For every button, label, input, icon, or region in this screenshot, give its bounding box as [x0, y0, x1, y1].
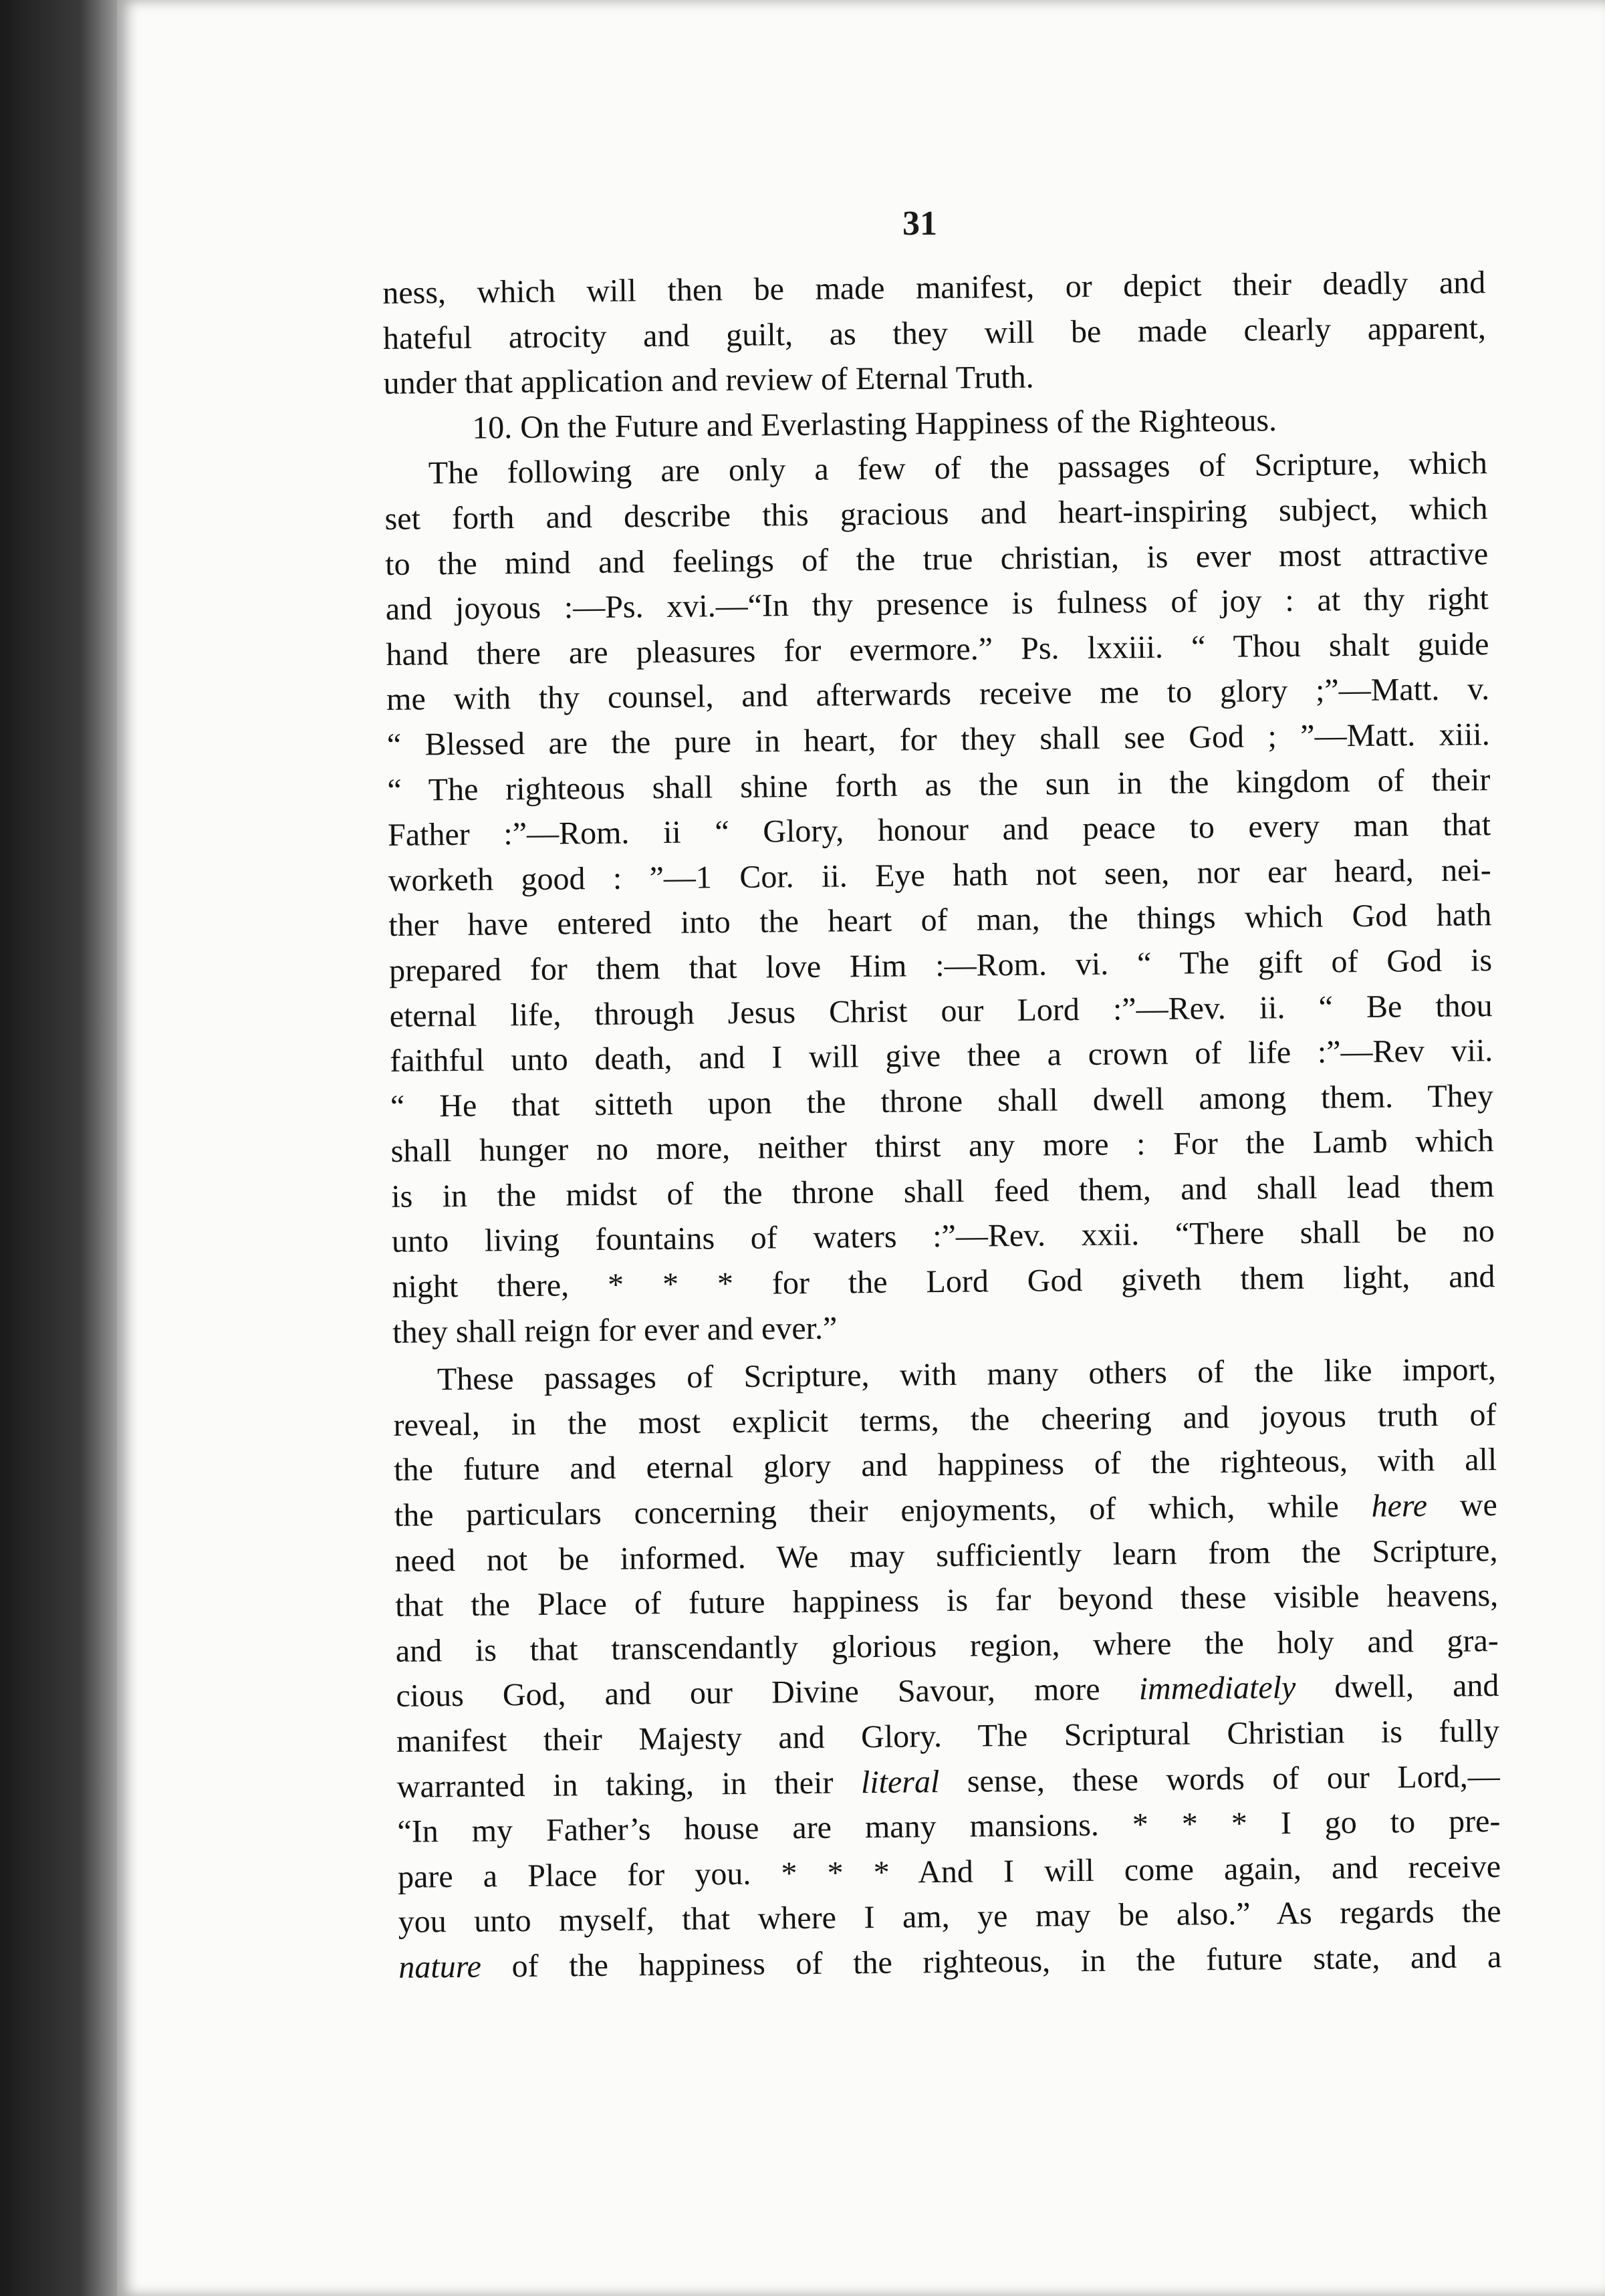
- body-text: [382, 260, 1502, 1990]
- text-line: worketh good : ”—1 Cor. ii. Eye hath not seen, nor ear heard, nei-: [388, 852, 1491, 898]
- text-line: cious God, and our Divine Savour, more immediately dwell, and: [396, 1668, 1499, 1714]
- book-page: [117, 0, 1605, 2296]
- text-line: “ The righteous shall shine forth as the sun in the kingdom of their: [387, 761, 1491, 808]
- text-line: The following are only a few of the passages of Scripture, which: [428, 445, 1488, 491]
- page-number: 31: [902, 205, 937, 243]
- text-line: “ He that sitteth upon the throne shall dwell among them. They: [390, 1077, 1494, 1124]
- heading-line: 10. On the Future and Everlasting Happiness of the Righteous.: [472, 402, 1277, 446]
- text-line: pare a Place for you. * * * And I will come again, and receive: [397, 1848, 1501, 1895]
- text-line: ness, which will then be made manifest, or depict their deadly and: [382, 265, 1486, 311]
- text-line: faithful unto death, and I will give thee a crown of life :”—Rev vii.: [390, 1033, 1493, 1079]
- text-line: that the Place of future happiness is far beyond these visible heavens,: [394, 1577, 1499, 1624]
- text-line: unto living fountains of waters :”—Rev. xxii. “There shall be no: [391, 1213, 1495, 1260]
- text-line: “In my Father’s house are many mansions. * * * I go to pre-: [397, 1803, 1501, 1850]
- text-line: manifest their Majesty and Glory. The Scriptural Christian is fully: [396, 1713, 1500, 1759]
- text-line: set forth and describe this gracious and heart-inspiring subject, which: [384, 491, 1488, 537]
- text-line: under that application and review of Eternal Truth.: [383, 359, 1034, 402]
- text-line: me with thy counsel, and afterwards receive me to glory ;”—Matt. v.: [386, 671, 1490, 718]
- text-line: prepared for them that love Him :—Rom. vi. “ The gift of God is: [388, 942, 1493, 989]
- text-line: hateful atrocity and guilt, as they will be made clearly apparent,: [382, 309, 1487, 356]
- text-line: and joyous :—Ps. xvi.—“In thy presence is fulness of joy : at thy right: [385, 581, 1489, 628]
- text-line: they shall reign for ever and ever.”: [392, 1310, 838, 1350]
- text-line: Father :”—Rom. ii “ Glory, honour and peace to every man that: [387, 807, 1491, 854]
- paragraph-scripture-passages: [384, 441, 1496, 1356]
- text-line: eternal life, through Jesus Christ our Lord :”—Rev. ii. “ Be thou: [389, 987, 1493, 1034]
- scan-border: [0, 0, 117, 2296]
- text-line: to the mind and feelings of the true christian, is ever most attractive: [384, 535, 1489, 582]
- text-line: nature of the happiness of the righteous, in the future state, and a: [398, 1939, 1502, 1985]
- text-line: and is that transcendantly glorious region, where the holy and gra-: [395, 1622, 1499, 1669]
- text-line: the particulars concerning their enjoyments, of which, while here we: [394, 1487, 1498, 1533]
- text-line: hand there are pleasures for evermore.” Ps. lxxiii. “ Thou shalt guide: [386, 626, 1489, 672]
- text-line: warranted in taking, in their literal sense, these words of our Lord,—: [396, 1758, 1500, 1805]
- text-line: you unto myself, that where I am, ye may be also.” As regards the: [398, 1894, 1501, 1940]
- paragraph-future-glory: [393, 1347, 1502, 1990]
- text-line: is in the midst of the throne shall feed them, and shall lead them: [391, 1168, 1495, 1215]
- text-line: shall hunger no more, neither thirst any more : For the Lamb which: [390, 1123, 1494, 1170]
- text-line: reveal, in the most explicit terms, the cheering and joyous truth of: [393, 1396, 1497, 1443]
- text-line: night there, * * * for the Lord God giveth them light, and: [392, 1259, 1495, 1305]
- text-line: “ Blessed are the pure in heart, for they shall see God ; ”—Matt. xiii.: [386, 717, 1490, 763]
- text-line: These passages of Scripture, with many others of the like import,: [437, 1352, 1497, 1398]
- text-line: ther have entered into the heart of man, the things which God hath: [388, 897, 1492, 944]
- text-line: need not be informed. We may sufficiently learn from the Scripture,: [394, 1532, 1498, 1579]
- paragraph-continued: [382, 260, 1487, 406]
- text-line: the future and eternal glory and happiness of the righteous, with all: [393, 1442, 1497, 1489]
